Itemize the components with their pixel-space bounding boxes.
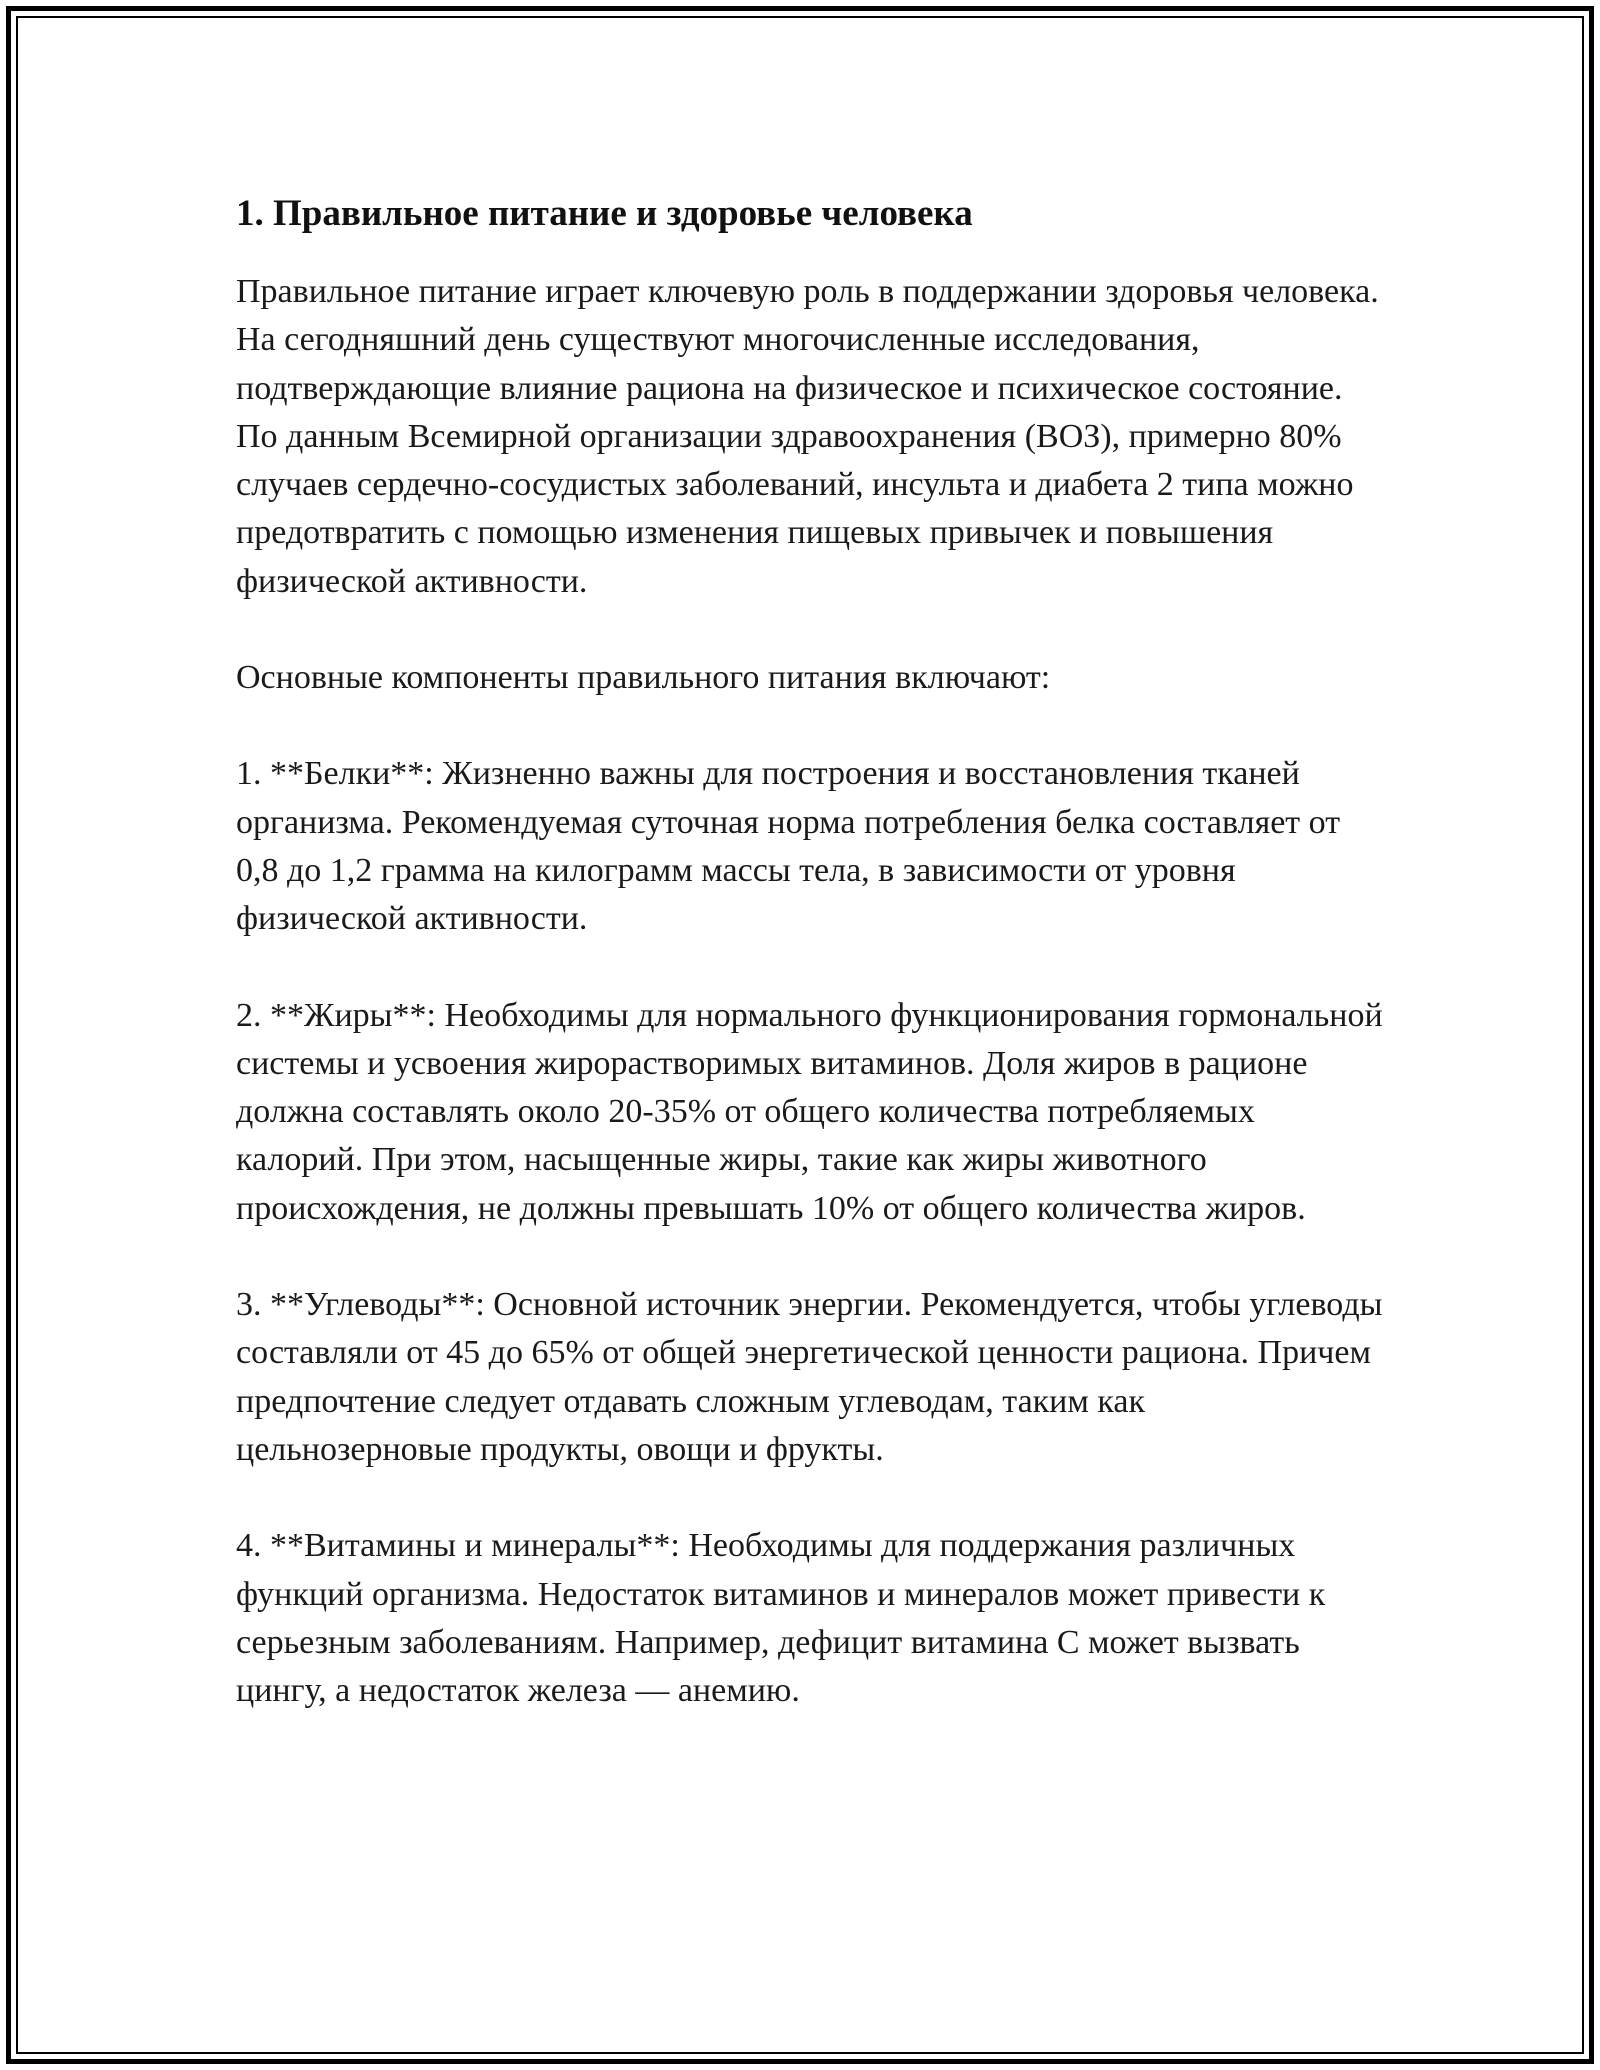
list-item-proteins: 1. **Белки**: Жизненно важны для построения и восстановления тканей организма. Рекомендуемая суточная норма потребления белка составляет от 0,8 до 1,2 грамма на килограмм массы тела, в зависимости от уровня физической активности.: [236, 755, 1341, 938]
section-heading: 1. Правильное питание и здоровье человека: [236, 193, 973, 234]
list-item-fats: 2. **Жиры**: Необходимы для нормального функционирования гормональной системы и усвоения жирорастворимых витаминов. Доля жиров в рационе должна составлять около 20-35% от общего количества потребляемых калорий. При этом, насыщенные жиры, такие как жиры животного происхождения, не должны превышать 10% от общего количества жиров.: [236, 996, 1383, 1227]
components-intro-paragraph: Основные компоненты правильного питания включают:: [236, 659, 1051, 697]
document-page: [236, 186, 1386, 1763]
list-item-vitamins-minerals: 4. **Витамины и минералы**: Необходимы для поддержания различных функций организма. Недостаток витаминов и минералов может привести к серьезным заболеваниям. Например, дефицит витамина С может вызвать цингу, а недостаток железа — анемию.: [236, 1527, 1326, 1710]
intro-paragraph: Правильное питание играет ключевую роль в поддержании здоровья человека. На сегодняшний день существуют многочисленные исследования, подтверждающие влияние рациона на физическое и психическое состояние. По данным Всемирной организации здравоохранения (ВОЗ), примерно 80% случаев сердечно-сосудистых заболеваний, инсульта и диабета 2 типа можно предотвратить с помощью изменения пищевых привычек и повышения физической активности.: [236, 273, 1379, 600]
list-item-carbohydrates: 3. **Углеводы**: Основной источник энергии. Рекомендуется, чтобы углеводы составляли от 45 до 65% от общей энергетической ценности рациона. Причем предпочтение следует отдавать сложным углеводам, таким как цельнозерновые продукты, овощи и фрукты.: [236, 1286, 1383, 1468]
